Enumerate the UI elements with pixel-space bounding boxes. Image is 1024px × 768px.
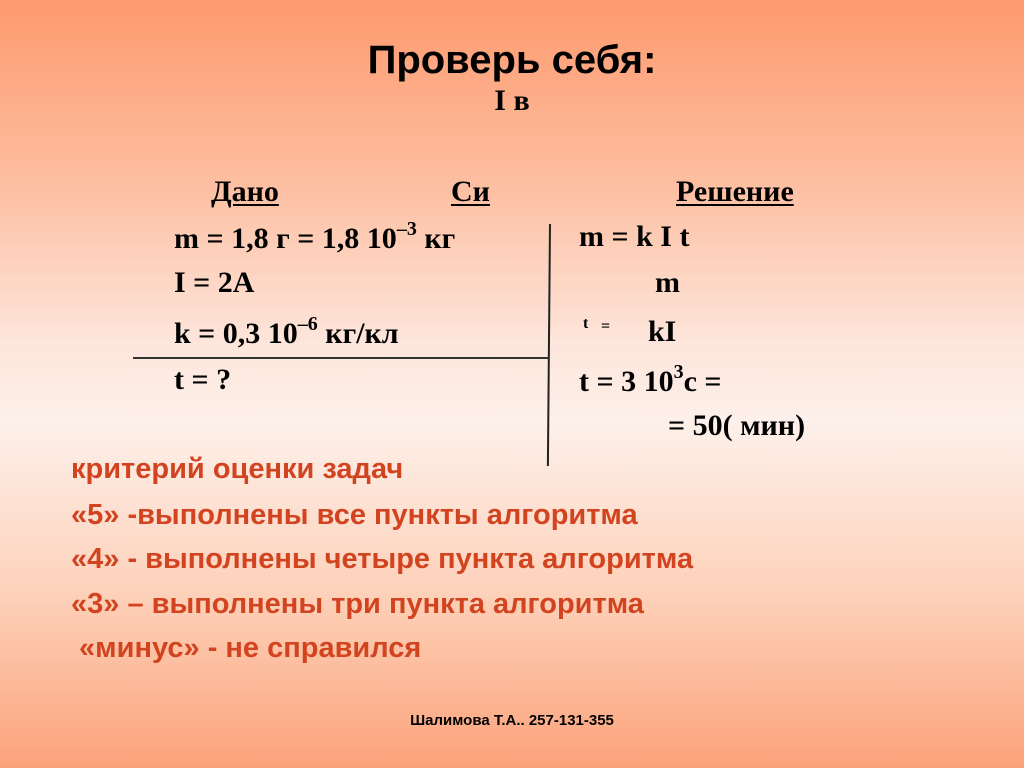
given-k-unit: кг/кл [317, 317, 399, 350]
criteria-line-minus: «минус» - не справился [71, 632, 422, 664]
given-mass-exponent: –3 [396, 218, 417, 240]
solution-numerator: m [655, 266, 680, 299]
column-divider [547, 224, 551, 466]
criteria-line-4: «4» - выполнены четыре пункта алгоритма [71, 543, 694, 575]
criteria-line-3: «3» – выполнены три пункта алгоритма [71, 588, 644, 620]
solution-equals: = [601, 318, 611, 335]
given-time: t = ? [174, 363, 232, 396]
given-mass-text: m = 1,8 г = 1,8 10 [174, 222, 397, 255]
given-k-exponent: –6 [297, 313, 318, 335]
given-k-text: k = 0,3 10 [174, 317, 298, 350]
given-mass-unit: кг [416, 222, 456, 255]
solution-result [579, 363, 722, 399]
solution-denominator: kI [648, 315, 677, 348]
given-mass [174, 220, 455, 256]
si-header: Си [451, 175, 490, 208]
solution-result-prefix: t = 3 10 [579, 365, 674, 398]
slide-title: Проверь себя: [367, 38, 657, 82]
solution-header: Решение [676, 175, 794, 208]
given-current: I = 2A [174, 266, 255, 299]
given-underline [133, 357, 549, 359]
solution-result-suffix: с = [683, 365, 722, 398]
solution-t-label: t [583, 315, 589, 332]
author-footer: Шалимова Т.А.. 257-131-355 [410, 712, 614, 729]
variant-label: I в [494, 84, 530, 117]
solution-formula: m = k I t [579, 220, 690, 253]
solution-minutes: = 50( мин) [668, 409, 806, 442]
given-k [174, 315, 399, 351]
criteria-heading: критерий оценки задач [71, 453, 404, 485]
solution-result-exponent: 3 [673, 361, 684, 383]
given-header: Дано [211, 175, 279, 208]
criteria-line-5: «5» -выполнены все пункты алгоритма [71, 499, 638, 531]
